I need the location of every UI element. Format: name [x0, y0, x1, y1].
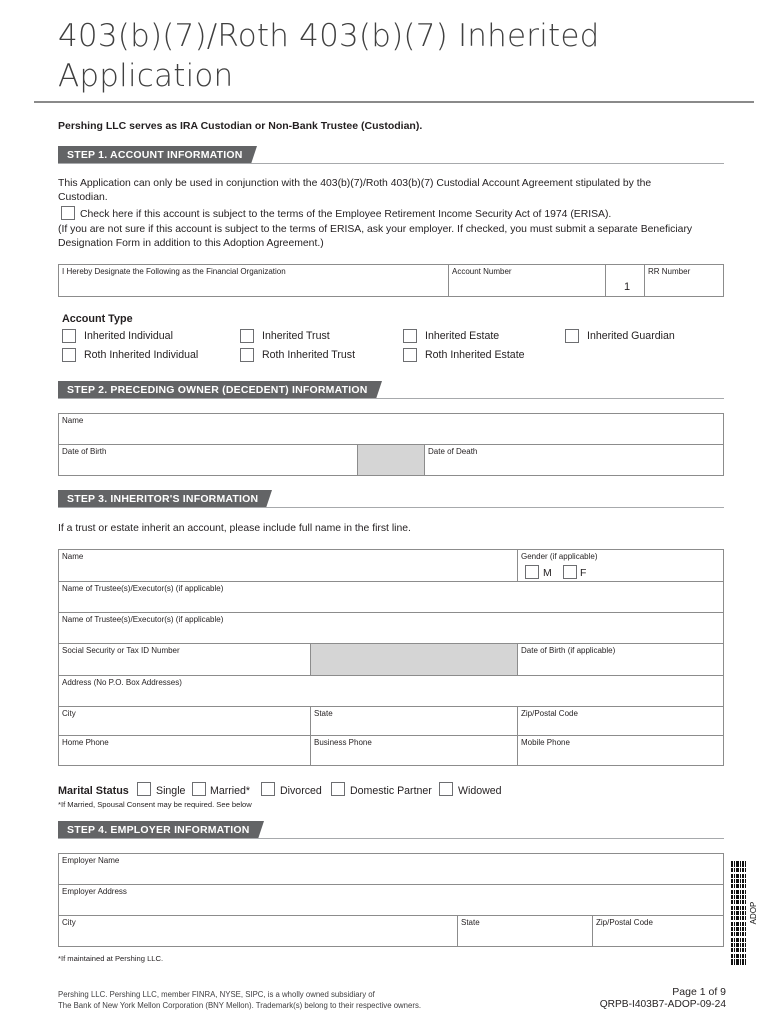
barcode-icon — [731, 861, 757, 965]
employer-note: *If maintained at Pershing LLC. — [58, 954, 164, 963]
decedent-dod-label: Date of Death — [428, 447, 478, 456]
home-phone-field[interactable] — [58, 735, 311, 766]
erisa-checkbox[interactable] — [61, 206, 75, 220]
account-type-label: Account Type — [62, 313, 133, 325]
label-roth-inherited-trust: Roth Inherited Trust — [262, 349, 356, 361]
checkbox-married[interactable] — [192, 782, 206, 796]
label-inherited-guardian: Inherited Guardian — [587, 330, 675, 342]
title-divider — [34, 101, 754, 103]
label-inherited-individual: Inherited Individual — [84, 330, 173, 342]
erisa-note — [58, 223, 724, 250]
trustee2-field[interactable] — [58, 612, 724, 644]
business-phone-field[interactable] — [310, 735, 518, 766]
employer-state-field[interactable] — [457, 915, 593, 947]
business-phone-label: Business Phone — [314, 738, 372, 747]
decedent-shaded-cell — [357, 444, 425, 476]
employer-state-label: State — [461, 918, 480, 927]
checkbox-domestic-partner[interactable] — [331, 782, 345, 796]
step3-rule — [58, 507, 724, 508]
employer-address-field[interactable] — [58, 884, 724, 916]
mobile-phone-label: Mobile Phone — [521, 738, 570, 747]
address-field[interactable] — [58, 675, 724, 707]
gender-f-checkbox[interactable] — [563, 565, 577, 579]
label-roth-inherited-individual: Roth Inherited Individual — [84, 349, 199, 361]
trustee1-label: Name of Trustee(s)/Executor(s) (if applicable) — [62, 584, 224, 593]
form-code: QRPB-I403B7-ADOP-09-24 — [599, 999, 726, 1010]
employer-name-field[interactable] — [58, 853, 724, 885]
ssn-field[interactable] — [58, 643, 311, 676]
zip-field[interactable] — [517, 706, 724, 736]
inheritor-name-label: Name — [62, 552, 84, 561]
decedent-dod-field[interactable] — [424, 444, 724, 476]
mobile-phone-field[interactable] — [517, 735, 724, 766]
employer-address-label: Employer Address — [62, 887, 127, 896]
employer-city-field[interactable] — [58, 915, 458, 947]
title-line-2: Application — [58, 58, 234, 94]
ssn-shaded-cell — [310, 643, 518, 676]
zip-label: Zip/Postal Code — [521, 709, 578, 718]
inheritor-name-field[interactable] — [58, 549, 518, 582]
gender-m-label: M — [543, 567, 552, 579]
employer-city-label: City — [62, 918, 76, 927]
title-line-1: 403(b)(7)/Roth 403(b)(7) Inherited — [58, 18, 600, 54]
label-roth-inherited-estate: Roth Inherited Estate — [425, 349, 525, 361]
inheritor-dob-field[interactable] — [517, 643, 724, 676]
financial-org-label: I Hereby Designate the Following as the Financial Organization — [62, 267, 286, 276]
ssn-label: Social Security or Tax ID Number — [62, 646, 180, 655]
intro-text: Pershing LLC serves as IRA Custodian or Non-Bank Trustee (Custodian). — [58, 120, 423, 132]
financial-org-field[interactable] — [58, 264, 449, 297]
barcode-label: ADOP — [749, 901, 758, 925]
checkbox-widowed[interactable] — [439, 782, 453, 796]
checkbox-single[interactable] — [137, 782, 151, 796]
marital-status-label: Marital Status — [58, 785, 129, 797]
decedent-name-field[interactable] — [58, 413, 724, 445]
footer-line1: Pershing LLC. Pershing LLC, member FINRA, NYSE, SIPC, is a wholly owned subsidiary of — [58, 990, 375, 999]
city-field[interactable] — [58, 706, 311, 736]
footer-legal — [58, 989, 421, 1011]
step1-paragraph — [58, 177, 724, 204]
checkbox-roth-inherited-trust[interactable] — [240, 348, 254, 362]
account-number-prefix — [605, 264, 645, 297]
checkbox-roth-inherited-individual[interactable] — [62, 348, 76, 362]
checkbox-inherited-trust[interactable] — [240, 329, 254, 343]
label-widowed: Widowed — [458, 785, 502, 797]
marital-note: *If Married, Spousal Consent may be required. See below — [58, 800, 252, 809]
employer-zip-field[interactable] — [592, 915, 724, 947]
employer-zip-label: Zip/Postal Code — [596, 918, 653, 927]
step2-rule — [58, 398, 724, 399]
checkbox-inherited-individual[interactable] — [62, 329, 76, 343]
home-phone-label: Home Phone — [62, 738, 109, 747]
step1-para-line2: Custodian. — [58, 191, 108, 203]
label-single: Single — [156, 785, 186, 797]
inheritor-dob-label: Date of Birth (if applicable) — [521, 646, 616, 655]
trustee2-label: Name of Trustee(s)/Executor(s) (if applicable) — [62, 615, 224, 624]
rr-number-field[interactable] — [644, 264, 724, 297]
checkbox-inherited-estate[interactable] — [403, 329, 417, 343]
label-divorced: Divorced — [280, 785, 322, 797]
step1-rule — [58, 163, 724, 164]
address-label: Address (No P.O. Box Addresses) — [62, 678, 182, 687]
account-number-field[interactable] — [448, 264, 606, 297]
decedent-dob-field[interactable] — [58, 444, 358, 476]
step4-rule — [58, 838, 724, 839]
checkbox-divorced[interactable] — [261, 782, 275, 796]
step4-heading: STEP 4. EMPLOYER INFORMATION — [58, 821, 258, 839]
label-inherited-estate: Inherited Estate — [425, 330, 500, 342]
step1-para-line1: This Application can only be used in conjunction with the 403(b)(7)/Roth 403(b)(7) Custodial Account Agreement stipulated by the — [58, 178, 652, 189]
label-married: Married* — [210, 785, 251, 797]
gender-f-label: F — [580, 567, 587, 579]
account-number-digit: 1 — [624, 281, 631, 293]
step1-heading: STEP 1. ACCOUNT INFORMATION — [58, 146, 251, 164]
label-domestic-partner: Domestic Partner — [350, 785, 432, 797]
state-field[interactable] — [310, 706, 518, 736]
trustee1-field[interactable] — [58, 581, 724, 613]
employer-name-label: Employer Name — [62, 856, 120, 865]
erisa-note-line1: (If you are not sure if this account is subject to the terms of ERISA, ask your employer. If checked, you must submit a separate Beneficiary — [58, 224, 693, 235]
decedent-name-label: Name — [62, 416, 84, 425]
gender-label: Gender (if applicable) — [521, 552, 598, 561]
account-number-label: Account Number — [452, 267, 512, 276]
footer-line2: The Bank of New York Mellon Corporation (BNY Mellon). Trademark(s) belong to their respective owners. — [58, 1001, 422, 1010]
step2-heading: STEP 2. PRECEDING OWNER (DECEDENT) INFORMATION — [58, 381, 376, 399]
page-title — [58, 16, 698, 96]
erisa-check-label: Check here if this account is subject to the terms of the Employee Retirement Income Security Act of 1974 (ERISA). — [80, 209, 612, 220]
city-label: City — [62, 709, 76, 718]
page-number: Page 1 of 9 — [672, 986, 726, 998]
decedent-dob-label: Date of Birth — [62, 447, 107, 456]
erisa-note-line2: Designation Form in addition to this Adoption Agreement.) — [58, 237, 324, 249]
checkbox-roth-inherited-estate[interactable] — [403, 348, 417, 362]
rr-number-label: RR Number — [648, 267, 691, 276]
step3-heading: STEP 3. INHERITOR'S INFORMATION — [58, 490, 266, 508]
checkbox-inherited-guardian[interactable] — [565, 329, 579, 343]
step3-instruction: If a trust or estate inherit an account, please include full name in the first line. — [58, 523, 411, 534]
label-inherited-trust: Inherited Trust — [262, 330, 330, 342]
gender-m-checkbox[interactable] — [525, 565, 539, 579]
state-label: State — [314, 709, 333, 718]
